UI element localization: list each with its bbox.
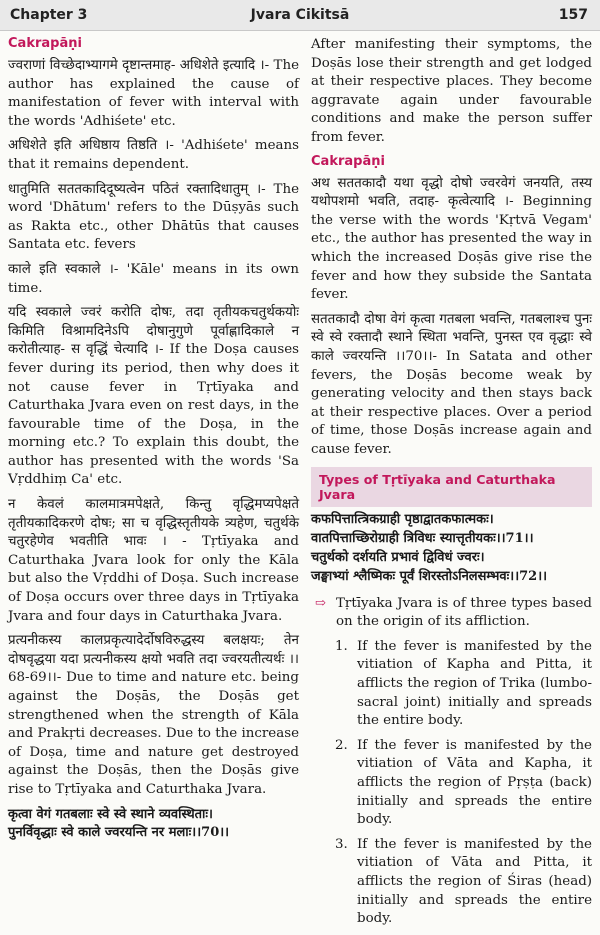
list-item (311, 638, 592, 731)
verse-line: वातपित्ताच्छिरोग्राही त्रिविधः स्यात्तृतीयकः।।71।। (311, 531, 534, 547)
list-item-text: If the fever is manifested by the vitiation of Vāta and Kapha, it afflicts the region of Pṛṣṭa (back) initially and spreads the entire body. (357, 737, 592, 828)
list-item-text: If the fever is manifested by the vitiation of Vāta and Pitta, it afflicts the region of Śiras (head) initially and spreads the entire body. (357, 836, 592, 927)
paragraph: सततकादौ दोषा वेगं कृत्वा गतबला भवन्ति, गतबलाश्च पुनः स्वे स्वे रक्तादौ स्थाने स्थिता भवन्ति, पुनस्त एव वृद्धाः स्वे काले ज्वरयन्ति ।।70।।- In Satata and other fevers, the Doṣās become weak by generating velocity and then stays back at their respective places. Over a period of time, those Doṣās increase again and cause fever. (311, 311, 592, 457)
paragraph: धातुमिति सततकादिदूष्यत्वेन पठितं रक्तादिधातुम् ।- The word 'Dhātum' refers to the Dūṣyās such as Rakta etc., other Dhātūs that causes Santata etc. fevers (8, 181, 299, 253)
paragraph: प्रत्यनीकस्य कालप्रकृत्यादेर्दोषविरुद्धस्य बलक्षयः; तेन दोषवृद्धया यदा प्रत्यनीकस्य क्षयो भवति तदा ज्वरयतीत्यर्थः ।।68-69।।- Due to time and nature etc. being against the Doṣās, the Doṣās get strengthened when the strength of Kāla and Prakṛti decreases. Due to the increase of Doṣa, time and nature get destroyed against the Doṣās, then the Doṣās give rise to Tṛtīyaka and Caturthaka Jvara. (8, 633, 299, 797)
arrow-bullet-item (311, 595, 592, 632)
list-number: 1. (335, 638, 348, 654)
chapter-label: Chapter 3 (10, 7, 88, 23)
commentary-heading: Cakrapāṇi (311, 153, 385, 169)
paragraph: ज्वराणां विच्छेदाभ्यागमे दृष्टान्तमाह- अधिशेते इत्यादि ।- The author has explained the cause of manifestation of fever with interval with the words 'Adhiśete' etc. (8, 58, 299, 129)
list-item-text: If the fever is manifested by the vitiation of Kapha and Pitta, it afflicts the region of Trika (lumbo-sacral joint) initially and spreads the entire body. (357, 638, 592, 729)
list-item (311, 737, 592, 830)
verse-line: कृत्वा वेगं गतबलाः स्वे स्वे स्थाने व्यवस्थिताः। (8, 806, 213, 822)
paragraph: अधिशेते इति अधिष्ठाय तिष्ठति ।- 'Adhiśete' means that it remains dependent. (8, 138, 299, 172)
verse-line: पुनर्विवृद्धाः स्वे काले ज्वरयन्ति नर मलाः।।70।। (8, 825, 230, 841)
right-column (311, 36, 592, 935)
paragraph: काले इति स्वकाले ।- 'Kāle' means in its own time. (8, 261, 299, 296)
paragraph: अथ सततकादौ यथा वृद्धो दोषो ज्वरवेगं जनयति, तस्य यथोपशमो भवति, तदाह- कृत्वेत्यादि ।- Beginning the verse with the words 'Kṛtvā Vegam' etc., the author has presented the way in which the increased Doṣās give rise the fever and how they subside the Santata fever. (311, 175, 592, 303)
verse-line: जङ्घाभ्यां श्लैष्मिकः पूर्वं शिरस्तोऽनिलसम्भवः।।72।। (311, 568, 548, 584)
paragraph: यदि स्वकाले ज्वरं करोति दोषः, तदा तृतीयकचतुर्थकयोः किमिति विश्रामदिनेऽपि दोषानुगुणे पूर्वाह्णादिकाले न करोतीत्याह- स वृद्धिं चेत्यादि ।- If the Doṣa causes fever during its period, then why does it not cause fever in Tṛtīyaka and Caturthaka Jvara even on rest days, in the favourable time of the Doṣa, in the morning etc.? To explain this doubt, the author has presented with the words 'Sa Vṛddhiṃ Ca' etc. (8, 305, 299, 488)
page-header (0, 0, 600, 31)
commentary-heading: Cakrapāṇi (8, 36, 82, 51)
list-item (311, 836, 592, 929)
left-column (8, 36, 299, 843)
paragraph: After manifesting their symptoms, the Doṣās lose their strength and get lodged at their respective places. They become aggravate again under favourable conditions and make the person suffer from fever. (311, 37, 592, 145)
section-heading-box: Types of Tṛtīyaka and Caturthaka Jvara (311, 467, 592, 507)
running-title: Jvara Cikitsā (250, 7, 350, 23)
arrow-bullet-text: Tṛtīyaka Jvara is of three types based on the origin of its affliction. (336, 595, 592, 630)
page-number: 157 (558, 7, 588, 23)
list-number: 2. (335, 737, 348, 753)
list-number: 3. (335, 836, 348, 852)
verse-line: चतुर्थको दर्शयति प्रभावं द्विविधं ज्वरः। (311, 550, 485, 566)
paragraph: न केवलं कालमात्रमपेक्षते, किन्तु वृद्धिमप्यपेक्षते तृतीयकादिकरणे दोषः; सा च वृद्धिस्तृतीयके त्र्यहेण, चतुर्थके चतुरहेणेव भवतीति भावः । - Tṛtīyaka and Caturthaka Jvara look for only the Kāla but also the Vṛddhi of Doṣa. Such increase of Doṣa occurs over three days in Tṛtīyaka Jvara and four days in Caturthaka Jvara. (8, 497, 299, 624)
verse-line: कफपित्तात्त्रिकग्राही पृष्ठाद्वातकफात्मकः। (311, 512, 494, 528)
arrow-bullet-icon: ⇨ (315, 595, 326, 611)
